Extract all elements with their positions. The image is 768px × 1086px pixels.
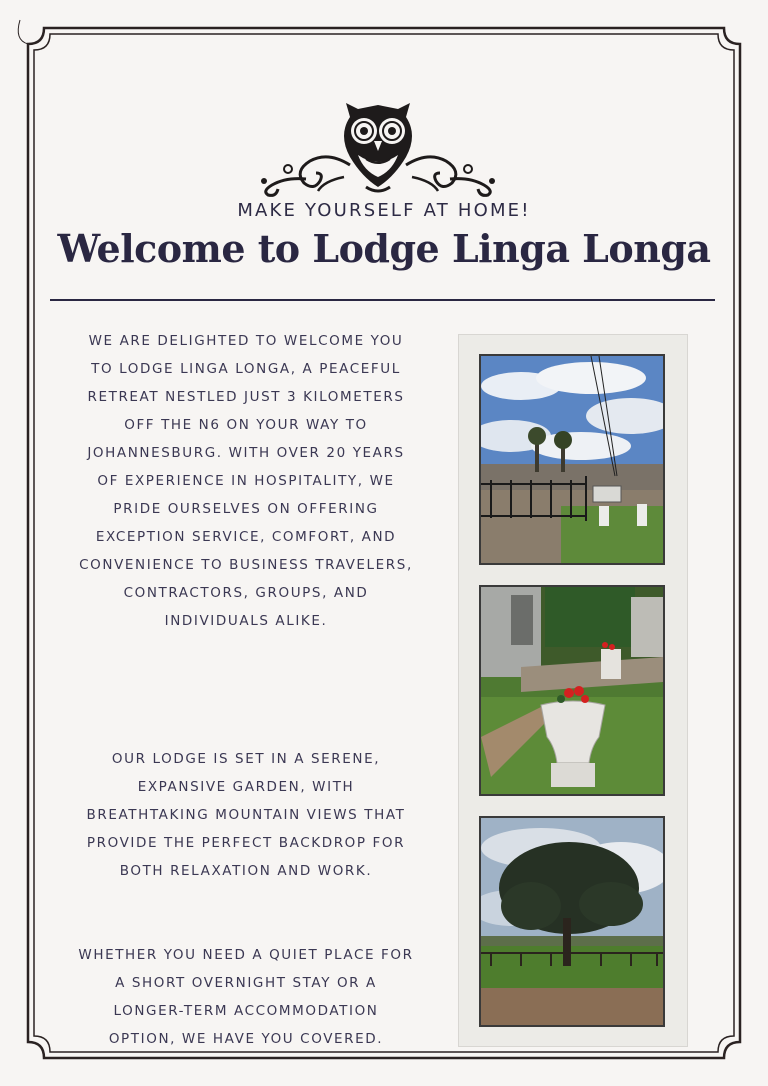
title-divider — [50, 299, 715, 301]
page-title: Welcome to Lodge Linga Longa — [57, 226, 711, 271]
garden-paragraph: OUR LODGE IS SET IN A SERENE, EXPANSIVE GARDEN, WITH BREATHTAKING MOUNTAIN VIEWS THAT PROVIDE THE PERFECT BACKDROP FOR BOTH RELAXATION AND WORK. — [86, 751, 406, 879]
photo-lodge-entrance — [479, 354, 665, 565]
owl-logo-icon — [258, 95, 498, 197]
tagline: MAKE YOURSELF AT HOME! — [237, 200, 531, 221]
photo-garden-urn — [479, 585, 665, 796]
intro-paragraph: WE ARE DELIGHTED TO WELCOME YOU TO LODGE LINGA LONGA, A PEACEFUL RETREAT NESTLED JUST 3 KILOMETERS OFF THE N6 ON YOUR WAY TO JOHANNESBURG. WITH OVER 20 YEARS OF EXPERIENCE IN HOSPITALITY, WE PRIDE OURSELVES ON OFFERING EXCEPTION SERVICE, COMFORT, AND CONVENIENCE TO BUSINESS TRAVELERS, CONTRACTORS, GROUPS, AND INDIVIDUALS ALIKE. — [79, 333, 413, 629]
photo-tree-field — [479, 816, 665, 1027]
stay-paragraph: WHETHER YOU NEED A QUIET PLACE FOR A SHORT OVERNIGHT STAY OR A LONGER-TERM ACCOMMODATION OPTION, WE HAVE YOU COVERED. — [78, 947, 414, 1047]
